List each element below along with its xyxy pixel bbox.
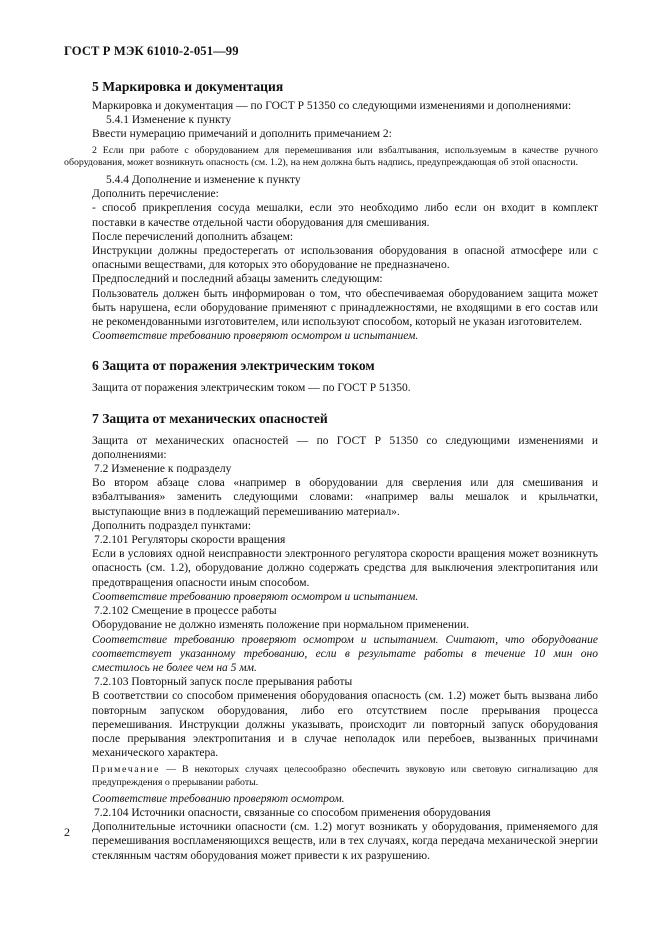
subsection-heading: 5.4.1 Изменение к пункту xyxy=(106,114,232,127)
subsection-heading: 7.2.103 Повторный запуск после прерывания работы xyxy=(94,676,353,689)
section-6 xyxy=(92,357,598,395)
document-code-header: ГОСТ Р МЭК 61010-2-051—99 xyxy=(64,44,239,58)
compliance-note: Соответствие требованию проверяют осмотром. xyxy=(92,792,345,805)
section-7 xyxy=(92,410,598,863)
paragraph: Дополнить перечисление: xyxy=(92,188,219,201)
paragraph: Если в условиях одной неисправности электронного регулятора скорости вращения может возникнуть опасность (см. 1.2), оборудование должно содержать средства для выключения электропитания или предотвращения опасности иным способом. xyxy=(92,548,598,589)
page-content xyxy=(64,78,598,863)
list-item: - способ прикрепления сосуда мешалки, если это необходимо либо если он входит в комплект поставки в качестве отдельной части оборудования для смешивания. xyxy=(92,202,598,229)
note-text: — В некоторых случаях целесообразно обеспечить звуковую или световую сигнализацию для предупреждения о прерывании работы. xyxy=(92,764,598,788)
subsection-heading: 7.2.102 Смещение в процессе работы xyxy=(94,605,277,618)
subsection-heading: 7.2.101 Регуляторы скорости вращения xyxy=(94,534,286,547)
compliance-note: Соответствие требованию проверяют осмотром и испытанием. Считают, что оборудование соответствует указанному требованию, если в результате работы в течение 10 мин оно сместилось не более чем на 5 мм. xyxy=(92,633,598,674)
paragraph: Во втором абзаце слова «например в оборудовании для сверления или для смешивания и взбалтывания» заменить следующими словами: «например валы мешалок и крыльчатки, выступающие вниз в подлежащий перемешиванию материал». xyxy=(92,477,598,518)
paragraph: Защита от механических опасностей — по ГОСТ Р 51350 со следующими изменениями и дополнениями: xyxy=(92,434,598,461)
section-title: 5 Маркировка и документация xyxy=(92,79,284,94)
paragraph: Ввести нумерацию примечаний и дополнить примечанием 2: xyxy=(92,128,392,141)
note: 2 Если при работе с оборудованием для перемешивания или взбалтывания, используемым в качестве ручного оборудования, может возникнуть опасность (см. 1.2), на нем должна быть надпись, предупреждающая об этой опасности. xyxy=(64,144,598,168)
paragraph: Дополнительные источники опасности (см. 1.2) могут возникать у оборудования, применяемого для перемешивания воспламеняющихся веществ, или в тех случаях, когда передача механической энергии стеклянным частям оборудования может привести к их разрушению. xyxy=(92,821,598,862)
note xyxy=(92,764,598,788)
paragraph: Защита от поражения электрическим током — по ГОСТ Р 51350. xyxy=(92,382,411,395)
page-number: 2 xyxy=(64,825,70,839)
compliance-note: Соответствие требованию проверяют осмотром и испытанием. xyxy=(92,590,419,603)
paragraph: Инструкции должны предостерегать от использования оборудования в опасной атмосфере или с опасными веществами, для которых это оборудование не предназначено. xyxy=(92,245,598,272)
paragraph: Предпоследний и последний абзацы заменить следующим: xyxy=(92,273,383,286)
note-label: Примечание xyxy=(92,764,161,776)
paragraph: Оборудование не должно изменять положение при нормальном применении. xyxy=(92,619,470,632)
subsection-heading: 7.2 Изменение к подразделу xyxy=(94,463,232,476)
section-title: 6 Защита от поражения электрическим током xyxy=(92,358,375,374)
section-5 xyxy=(64,78,598,343)
paragraph: Дополнить подраздел пунктами: xyxy=(92,519,252,532)
section-title: 7 Защита от механических опасностей xyxy=(92,410,328,426)
subsection-heading: 5.4.4 Дополнение и изменение к пункту xyxy=(106,174,301,187)
paragraph: После перечислений дополнить абзацем: xyxy=(92,230,294,243)
paragraph: Маркировка и документация — по ГОСТ Р 51350 со следующими изменениями и дополнениями: xyxy=(92,100,572,112)
subsection-heading: 7.2.104 Источники опасности, связанные со способом применения оборудования xyxy=(94,806,491,819)
compliance-note: Соответствие требованию проверяют осмотром и испытанием. xyxy=(92,330,419,343)
paragraph: В соответствии со способом применения оборудования опасность (см. 1.2) может быть вызвана либо повторным запуском оборудования, либо его отсутствием после прерывания процесса перемешивания. Инструкции должны указывать, происходит ли повторный запуск оборудования после прерывания электропитания и в случае неполадок или перебоев, вызванных причинами механического характера. xyxy=(92,690,598,760)
paragraph: Пользователь должен быть информирован о том, что обеспечиваемая оборудованием защита может быть нарушена, если оборудование применяют с принадлежностями, не входящими в его состав или не рекомендованными изготовителем, или используют способом, который не указан изготовителем. xyxy=(92,287,598,329)
